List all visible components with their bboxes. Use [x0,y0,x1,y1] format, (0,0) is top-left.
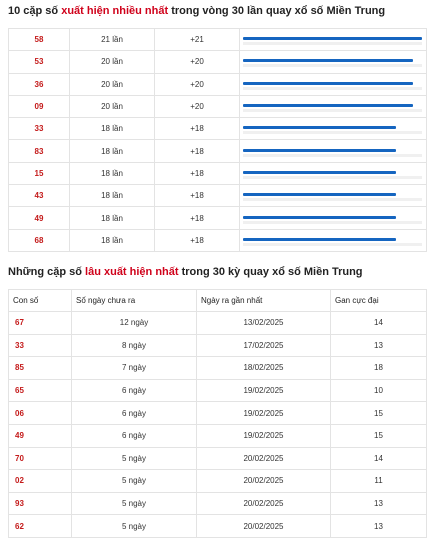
table-row [9,95,427,117]
bar-background [243,64,422,67]
bar-background [243,42,422,45]
days-cell: 6 ngày [72,402,197,425]
date-cell: 20/02/2025 [197,447,331,470]
frequency-bar [243,59,413,62]
date-cell: 19/02/2025 [197,424,331,447]
max-cell: 14 [331,447,427,470]
table-row [9,424,427,447]
max-cell: 13 [331,515,427,538]
bar-background [243,176,422,179]
max-cell: 13 [331,492,427,515]
bar-background [243,221,422,224]
number-cell: 36 [9,73,70,95]
diff-cell: +20 [155,51,240,73]
date-cell: 20/02/2025 [197,492,331,515]
frequency-bar [243,238,396,241]
number-cell: 83 [9,140,70,162]
max-cell: 11 [331,470,427,493]
date-cell: 13/02/2025 [197,312,331,335]
bar-cell [240,95,427,117]
number-cell: 33 [9,118,70,140]
table-row [9,379,427,402]
diff-cell: +20 [155,95,240,117]
diff-cell: +18 [155,162,240,184]
number-cell: 43 [9,185,70,207]
date-cell: 19/02/2025 [197,402,331,425]
times-cell: 20 lần [70,73,155,95]
times-cell: 20 lần [70,51,155,73]
max-cell: 18 [331,357,427,380]
diff-cell: +18 [155,118,240,140]
bar-background [243,109,422,112]
header-max: Gan cực đại [331,290,427,312]
number-cell: 85 [9,357,72,380]
diff-cell: +18 [155,185,240,207]
bar-background [243,87,422,90]
days-cell: 12 ngày [72,312,197,335]
bar-track [243,122,422,135]
days-cell: 5 ngày [72,447,197,470]
bar-background [243,198,422,201]
max-cell: 13 [331,334,427,357]
days-cell: 7 ngày [72,357,197,380]
days-cell: 5 ngày [72,470,197,493]
times-cell: 21 lần [70,29,155,51]
times-cell: 18 lần [70,140,155,162]
bar-cell [240,229,427,251]
number-cell: 68 [9,229,70,251]
bar-track [243,212,422,225]
times-cell: 18 lần [70,207,155,229]
days-cell: 5 ngày [72,515,197,538]
frequency-bar [243,126,396,129]
max-cell: 14 [331,312,427,335]
number-cell: 58 [9,29,70,51]
frequent-numbers-body [9,29,427,252]
diff-cell: +18 [155,140,240,162]
date-cell: 19/02/2025 [197,379,331,402]
bar-background [243,154,422,157]
frequency-bar [243,171,396,174]
table-row [9,73,427,95]
absent-numbers-title [8,266,363,278]
title-suffix: trong 30 kỳ quay xổ số Miền Trung [178,266,363,278]
table-row [9,29,427,51]
frequency-bar [243,216,396,219]
bar-cell [240,185,427,207]
table-row [9,229,427,251]
header-days: Số ngày chưa ra [72,290,197,312]
days-cell: 6 ngày [72,379,197,402]
table-header-row [9,290,427,312]
table-row [9,447,427,470]
bar-track [243,145,422,158]
bar-cell [240,207,427,229]
number-cell: 06 [9,402,72,425]
bar-background [243,243,422,246]
number-cell: 62 [9,515,72,538]
number-cell: 02 [9,470,72,493]
date-cell: 20/02/2025 [197,470,331,493]
frequent-numbers-title [8,5,385,17]
title-highlight: xuất hiện nhiều nhất [61,5,169,17]
times-cell: 18 lần [70,229,155,251]
title-suffix: trong vòng 30 lần quay xổ số Miền Trung [168,5,386,17]
frequency-bar [243,193,396,196]
absent-numbers-table [8,289,427,538]
frequency-bar [243,104,413,107]
table-row [9,207,427,229]
bar-track [243,33,422,46]
title-prefix: 10 cặp số [8,5,62,17]
times-cell: 20 lần [70,95,155,117]
max-cell: 10 [331,379,427,402]
table-row [9,118,427,140]
date-cell: 18/02/2025 [197,357,331,380]
table-row [9,140,427,162]
title-prefix: Những cặp số [8,266,86,278]
table-row [9,470,427,493]
max-cell: 15 [331,402,427,425]
frequency-bar [243,149,396,152]
diff-cell: +21 [155,29,240,51]
frequent-numbers-table [8,28,427,252]
date-cell: 17/02/2025 [197,334,331,357]
number-cell: 15 [9,162,70,184]
days-cell: 6 ngày [72,424,197,447]
times-cell: 18 lần [70,162,155,184]
table-row [9,492,427,515]
number-cell: 33 [9,334,72,357]
bar-cell [240,140,427,162]
bar-track [243,189,422,202]
number-cell: 09 [9,95,70,117]
bar-track [243,167,422,180]
max-cell: 15 [331,424,427,447]
days-cell: 5 ngày [72,492,197,515]
bar-background [243,131,422,134]
number-cell: 49 [9,424,72,447]
table-row [9,162,427,184]
frequency-bar [243,82,413,85]
frequency-bar [243,37,422,40]
number-cell: 53 [9,51,70,73]
title-highlight: lâu xuất hiện nhất [85,266,179,278]
table-row [9,185,427,207]
times-cell: 18 lần [70,185,155,207]
bar-track [243,100,422,113]
times-cell: 18 lần [70,118,155,140]
bar-cell [240,29,427,51]
table-row [9,51,427,73]
bar-track [243,55,422,68]
absent-numbers-body [9,312,427,538]
table-row [9,357,427,380]
header-number: Con số [9,290,72,312]
bar-cell [240,118,427,140]
header-date: Ngày ra gần nhất [197,290,331,312]
table-row [9,515,427,538]
table-row [9,402,427,425]
days-cell: 8 ngày [72,334,197,357]
table-row [9,334,427,357]
bar-cell [240,51,427,73]
bar-cell [240,73,427,95]
bar-track [243,78,422,91]
diff-cell: +18 [155,207,240,229]
number-cell: 67 [9,312,72,335]
bar-track [243,234,422,247]
number-cell: 70 [9,447,72,470]
table-row [9,312,427,335]
diff-cell: +18 [155,229,240,251]
number-cell: 93 [9,492,72,515]
number-cell: 49 [9,207,70,229]
bar-cell [240,162,427,184]
diff-cell: +20 [155,73,240,95]
number-cell: 65 [9,379,72,402]
date-cell: 20/02/2025 [197,515,331,538]
